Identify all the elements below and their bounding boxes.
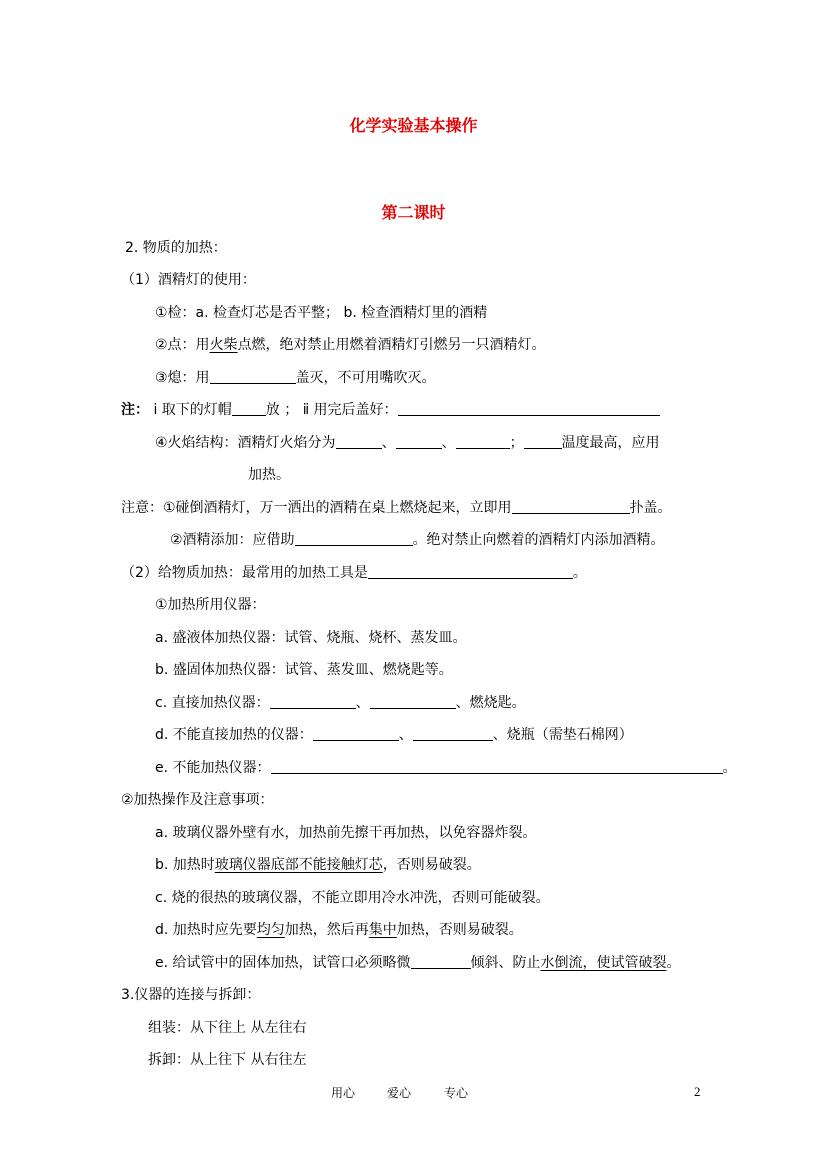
note-i-blank[interactable]: [232, 401, 266, 416]
note-ii: ⅱ 用完后盖好：: [302, 402, 398, 418]
section-2-heading: 2. 物质的加热：: [125, 240, 227, 256]
flame-blank-1[interactable]: [336, 434, 382, 449]
notice-2-post: 。绝对禁止向燃着的酒精灯内添加酒精。: [412, 532, 665, 548]
operation-b-post: ，否则易破裂。: [382, 857, 481, 873]
instrument-e-blank[interactable]: [271, 759, 723, 774]
extinguish-step: [155, 368, 436, 388]
light-step: [155, 335, 546, 355]
flame-blank-4[interactable]: [524, 434, 562, 449]
instrument-d-sep: 、: [398, 727, 413, 743]
operation-e-blank[interactable]: [411, 954, 471, 969]
heating-tool-blank[interactable]: [368, 564, 573, 579]
operation-b-underlined: 玻璃仪器底部不能接触灯芯: [214, 857, 383, 873]
notice-line-1: [121, 498, 672, 518]
operation-d: [155, 920, 523, 940]
heating-heading: [121, 563, 587, 583]
operation-d-underlined-1: 均匀: [256, 922, 285, 938]
notice-2-pre: ②酒精添加：应借助: [170, 532, 295, 548]
flame-structure: [155, 433, 660, 453]
instrument-d-post: 、烧瓶（需垫石棉网）: [492, 727, 633, 743]
operations-heading: ②加热操作及注意事项：: [121, 792, 274, 808]
assemble-rule: 组装：从下往上 从左往右: [148, 1020, 307, 1036]
light-step-post: 点燃，绝对禁止用燃着酒精灯引燃另一只酒精灯。: [237, 337, 546, 353]
heating-heading-pre: （2）给物质加热：最常用的加热工具是: [121, 565, 368, 581]
instrument-c-blank-1[interactable]: [270, 694, 356, 709]
instrument-b: b. 盛固体加热仪器：试管、蒸发皿、燃烧匙等。: [155, 662, 453, 678]
operation-e: [155, 953, 681, 973]
light-step-underlined: 火柴: [209, 337, 238, 353]
operation-e-pre: e. 给试管中的固体加热，试管口必须略微: [155, 955, 411, 971]
operation-a: a. 玻璃仪器外壁有水，加热前先擦干再加热，以免容器炸裂。: [155, 825, 537, 841]
operation-d-mid: 加热，然后再: [284, 922, 369, 938]
notice-line-2: [170, 530, 665, 550]
extinguish-post: 盖灭，不可用嘴吹灭。: [295, 370, 436, 386]
heating-heading-post: 。: [572, 565, 587, 581]
disassemble-rule: 拆卸：从上往下 从右往左: [148, 1052, 307, 1068]
document-subtitle: 第二课时: [381, 203, 446, 222]
notice-1-post: 扑盖。: [629, 500, 672, 516]
extinguish-blank[interactable]: [210, 369, 296, 384]
instrument-d: [155, 725, 633, 745]
flame-blank-2[interactable]: [396, 434, 442, 449]
footer-motto-1: 用心: [331, 1086, 356, 1100]
operation-b-pre: b. 加热时: [155, 857, 215, 873]
check-step: ①检：a. 检查灯芯是否平整； b. 检查酒精灯里的酒精: [155, 305, 488, 321]
section-3-heading: 3.仪器的连接与拆卸：: [121, 987, 261, 1003]
note-i-post: 放 ；: [265, 402, 299, 418]
light-step-pre: ②点：用: [155, 337, 210, 353]
notice-2-blank[interactable]: [295, 531, 413, 546]
instrument-c-pre: c. 直接加热仪器：: [155, 695, 270, 711]
instrument-d-blank-2[interactable]: [413, 726, 493, 741]
notice-1-blank[interactable]: [512, 499, 630, 514]
footer-motto-2: 爱心: [387, 1086, 412, 1100]
flame-sep-1: 、: [381, 435, 396, 451]
operation-b: [155, 855, 481, 875]
operation-e-post: 。: [666, 955, 681, 971]
document-title: 化学实验基本操作: [349, 116, 478, 135]
instrument-d-blank-1[interactable]: [313, 726, 399, 741]
instrument-c-post: 、燃烧匙。: [455, 695, 526, 711]
lamp-note: [121, 400, 660, 420]
instruments-heading: ①加热所用仪器：: [155, 597, 266, 613]
flame-sep-2: 、: [441, 435, 456, 451]
flame-blank-3[interactable]: [456, 434, 510, 449]
instrument-c: [155, 693, 526, 713]
operation-d-underlined-2: 集中: [368, 922, 397, 938]
flame-post: 温度最高，应用: [561, 435, 660, 451]
operation-e-mid: 倾斜、防止: [470, 955, 541, 971]
flame-line-2: 加热。: [248, 467, 290, 483]
flame-pre: ④火焰结构：酒精灯火焰分为: [155, 435, 336, 451]
alcohol-lamp-heading: （1）酒精灯的使用：: [121, 272, 256, 288]
notice-1-pre: 注意：①碰倒酒精灯，万一洒出的酒精在桌上燃烧起来，立即用: [121, 500, 512, 516]
footer-motto-3: 专心: [444, 1086, 469, 1100]
note-i: ⅰ 取下的灯帽: [153, 402, 232, 418]
instrument-c-sep: 、: [355, 695, 370, 711]
instrument-e-pre: e. 不能加热仪器：: [155, 760, 271, 776]
note-ii-blank[interactable]: [398, 401, 660, 416]
instrument-d-pre: d. 不能直接加热的仪器：: [155, 727, 313, 743]
operation-c: c. 烧的很热的玻璃仪器，不能立即用冷水冲洗，否则可能破裂。: [155, 890, 550, 906]
operation-e-underlined: 水倒流，使试管破裂: [540, 955, 667, 971]
page-number: 2: [694, 1084, 701, 1099]
flame-sep-3: ；: [509, 435, 524, 451]
instrument-c-blank-2[interactable]: [370, 694, 456, 709]
operation-d-post: 加热，否则易破裂。: [396, 922, 523, 938]
note-label: 注：: [121, 402, 149, 418]
extinguish-pre: ③熄：用: [155, 370, 210, 386]
operation-d-pre: d. 加热时应先要: [155, 922, 257, 938]
instrument-e: [155, 758, 737, 778]
instrument-e-post: 。: [722, 760, 737, 776]
instrument-a: a. 盛液体加热仪器：试管、烧瓶、烧杯、蒸发皿。: [155, 630, 467, 646]
